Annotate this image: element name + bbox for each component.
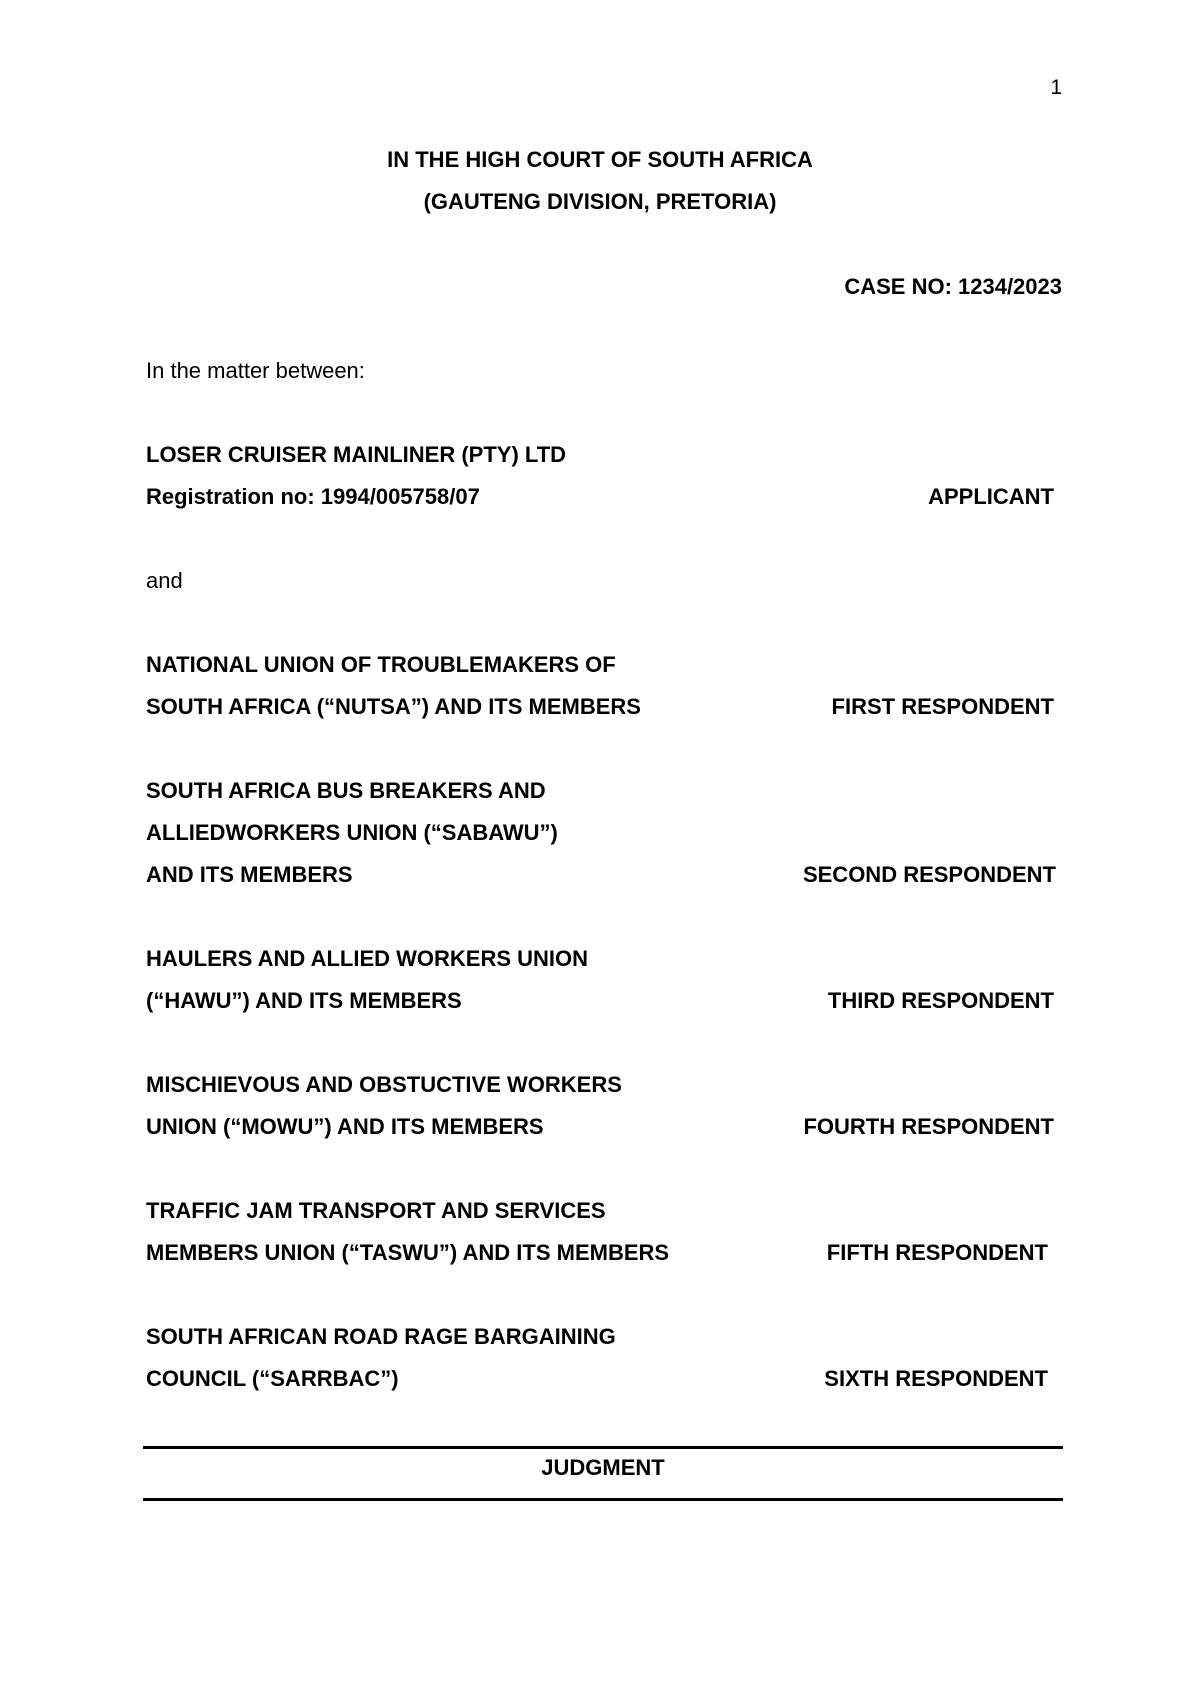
sixth-respondent-role: SIXTH RESPONDENT [824,1366,1048,1391]
third-respondent-line: (“HAWU”) AND ITS MEMBERS [146,988,462,1013]
applicant-name: LOSER CRUISER MAINLINER (PTY) LTD [146,442,567,467]
second-respondent-role: SECOND RESPONDENT [802,862,1056,887]
bottom-rule [143,1498,1063,1501]
fourth-respondent-line: MISCHIEVOUS AND OBSTUCTIVE WORKERS [146,1072,622,1097]
second-respondent-line: SOUTH AFRICA BUS BREAKERS AND [146,778,546,803]
second-respondent-line: AND ITS MEMBERS [146,862,353,887]
fifth-respondent-line: MEMBERS UNION (“TASWU”) AND ITS MEMBERS [146,1240,670,1265]
fifth-respondent-role: FIFTH RESPONDENT [826,1240,1048,1265]
first-respondent-line: SOUTH AFRICA (“NUTSA”) AND ITS MEMBERS [146,694,641,719]
applicant-registration: Registration no: 1994/005758/07 [146,484,480,509]
sixth-respondent-line: SOUTH AFRICAN ROAD RAGE BARGAINING [146,1324,616,1349]
matter-intro: In the matter between: [146,358,365,383]
first-respondent-role: FIRST RESPONDENT [831,694,1054,719]
case-number: CASE NO: 1234/2023 [844,274,1062,299]
court-name: IN THE HIGH COURT OF SOUTH AFRICA [387,147,813,172]
third-respondent-line: HAULERS AND ALLIED WORKERS UNION [146,946,589,971]
top-rule [143,1446,1063,1449]
page-number: 1 [1050,76,1062,99]
court-division: (GAUTENG DIVISION, PRETORIA) [423,189,777,214]
fourth-respondent-line: UNION (“MOWU”) AND ITS MEMBERS [146,1114,544,1139]
conjunction: and [146,568,183,593]
applicant-role: APPLICANT [928,484,1054,509]
first-respondent-line: NATIONAL UNION OF TROUBLEMAKERS OF [146,652,616,677]
third-respondent-role: THIRD RESPONDENT [827,988,1054,1013]
fourth-respondent-role: FOURTH RESPONDENT [803,1114,1054,1139]
fifth-respondent-line: TRAFFIC JAM TRANSPORT AND SERVICES [146,1198,606,1223]
second-respondent-line: ALLIEDWORKERS UNION (“SABAWU”) [146,820,558,845]
sixth-respondent-line: COUNCIL (“SARRBAC”) [146,1366,399,1391]
judgment-heading: JUDGMENT [541,1455,665,1480]
